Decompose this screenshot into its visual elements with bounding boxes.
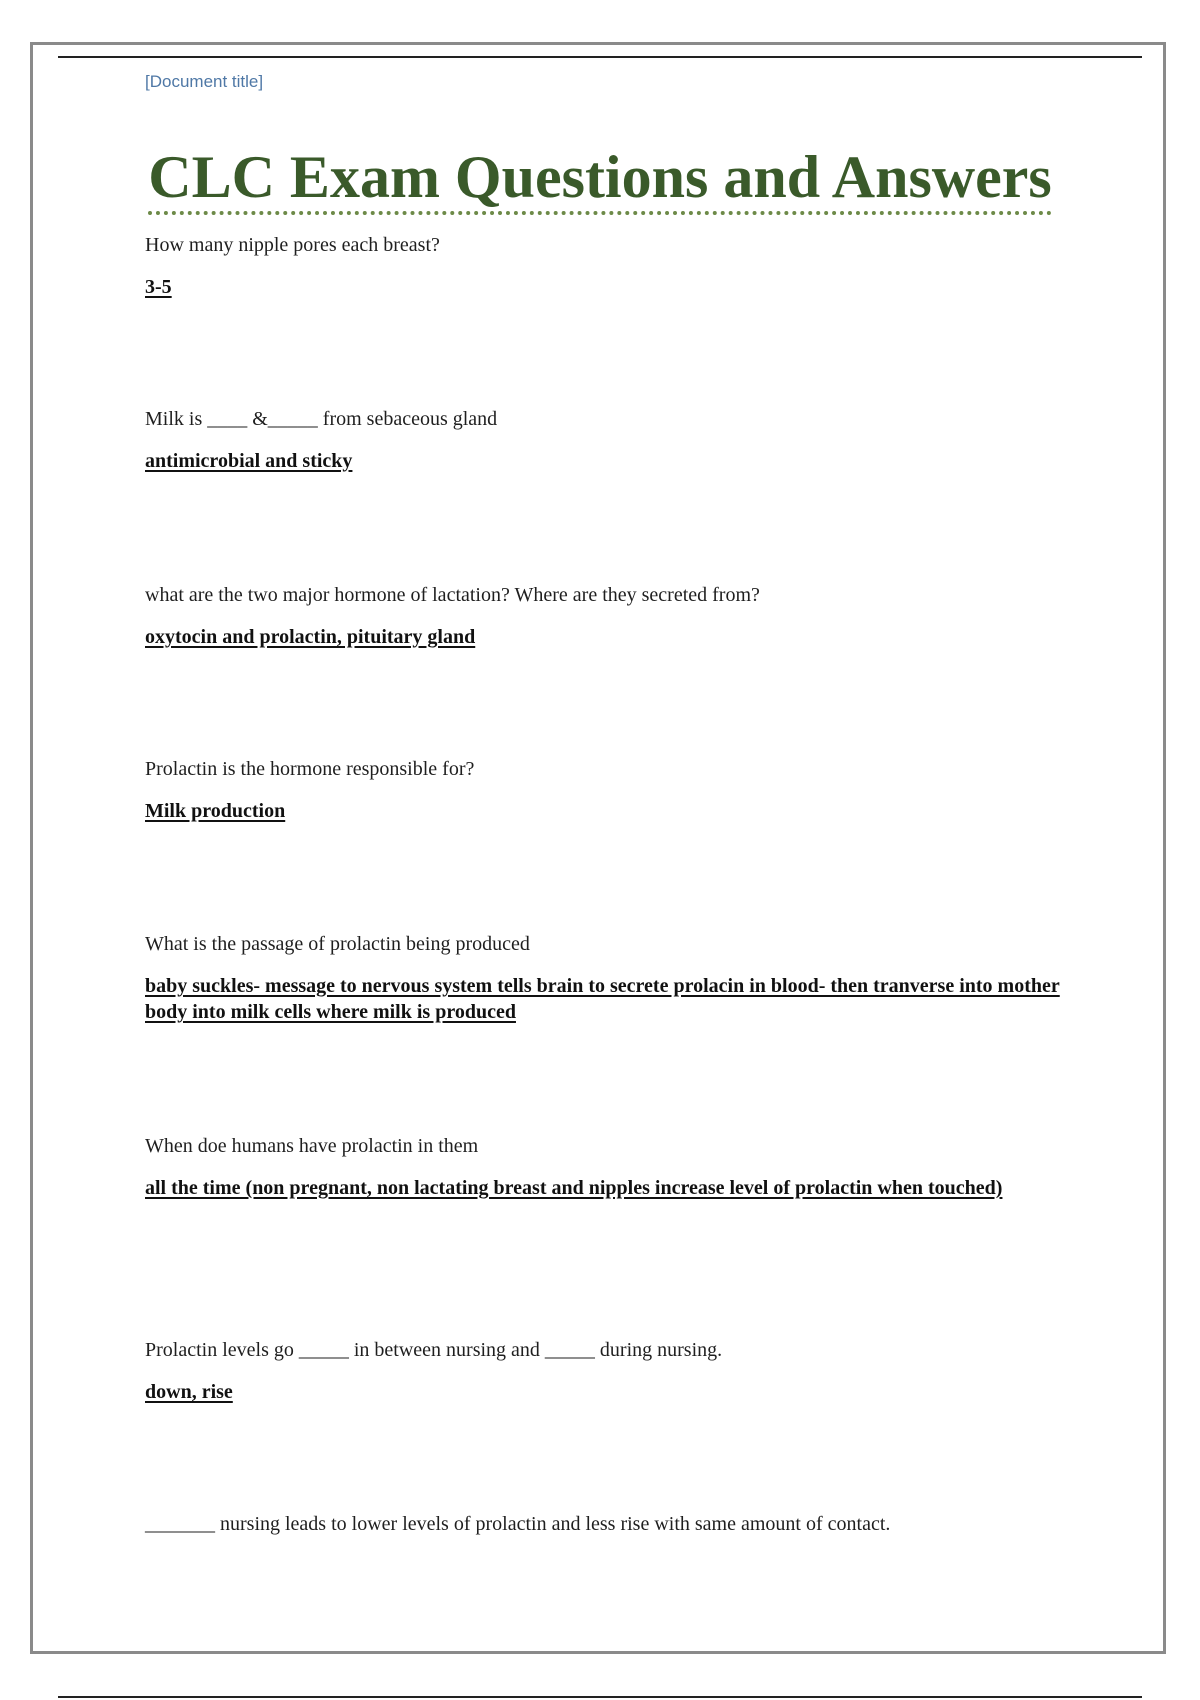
question: When doe humans have prolactin in them (145, 1135, 479, 1157)
qa-item (145, 1337, 1075, 1405)
question: Milk is ____ &_____ from sebaceous gland (145, 408, 498, 430)
answer: oxytocin and prolactin, pituitary gland (145, 626, 476, 648)
header-rule (58, 56, 1142, 58)
qa-item (145, 232, 1075, 300)
qa-item (145, 1133, 1075, 1201)
question: Prolactin is the hormone responsible for? (145, 758, 475, 780)
qa-item (145, 756, 1075, 824)
question: How many nipple pores each breast? (145, 234, 440, 256)
answer: all the time (non pregnant, non lactating breast and nipples increase level of prolactin when touched) (145, 1177, 1003, 1199)
qa-item (145, 931, 1075, 1025)
document-title-placeholder: [Document title] (145, 72, 264, 91)
question: What is the passage of prolactin being produced (145, 933, 530, 955)
answer: Milk production (145, 800, 286, 822)
answer: 3-5 (145, 276, 172, 298)
qa-item (145, 406, 1075, 474)
question: what are the two major hormone of lactation? Where are they secreted from? (145, 584, 760, 606)
answer: antimicrobial and sticky (145, 450, 353, 472)
answer: baby suckles- message to nervous system tells brain to secrete prolacin in blood- then tranverse into mother body into milk cells where milk is produced (145, 975, 1060, 1023)
answer: down, rise (145, 1381, 233, 1403)
qa-item (145, 1511, 1075, 1537)
page-title (0, 142, 1200, 212)
question: Prolactin levels go _____ in between nursing and _____ during nursing. (145, 1339, 723, 1361)
question: _______ nursing leads to lower levels of prolactin and less rise with same amount of contact. (145, 1513, 891, 1535)
page-title-text: CLC Exam Questions and Answers (148, 144, 1052, 215)
qa-item (145, 582, 1075, 650)
footer-rule (58, 1696, 1142, 1698)
